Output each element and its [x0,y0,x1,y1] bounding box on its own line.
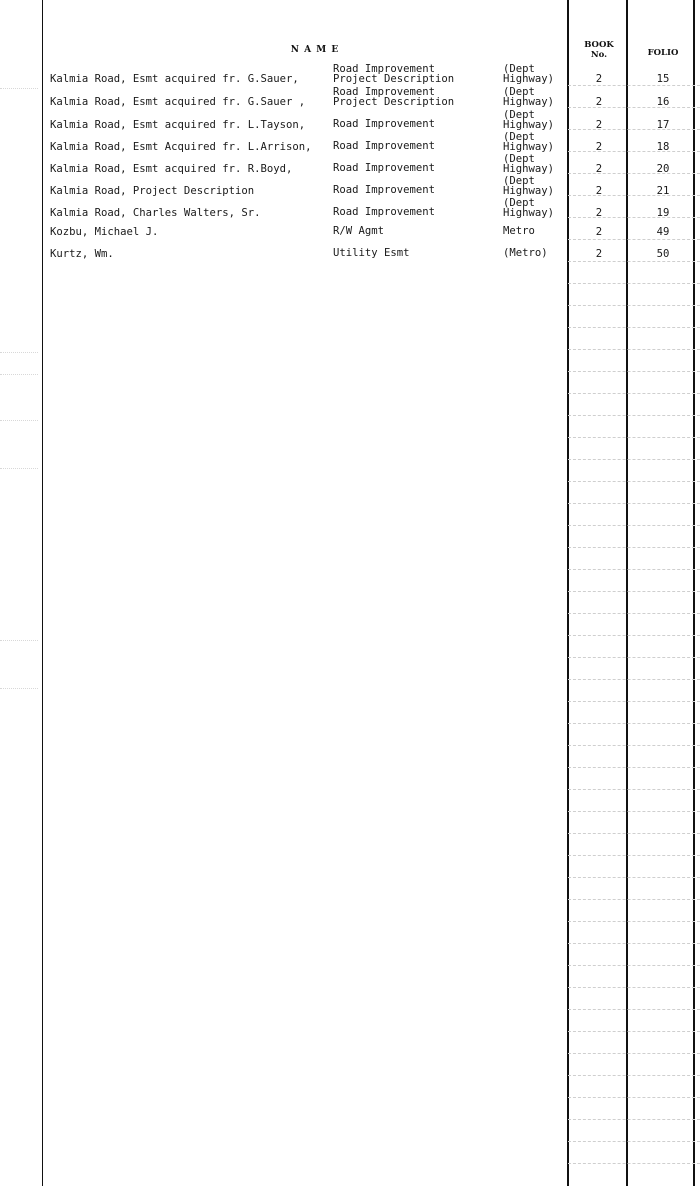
entry-description [333,87,454,107]
entry-agency [503,198,554,218]
description-line1: Road Improvement [333,162,436,174]
ruled-line [568,393,700,394]
ruled-line [568,217,700,218]
ruled-line [568,899,700,900]
agency-line2: Highway) [503,163,555,175]
entry-agency [503,176,554,196]
ruled-line [568,1119,700,1120]
ruled-line [568,591,700,592]
ruled-line [568,525,700,526]
book-header-line1: BOOK [584,40,614,50]
ruled-line [568,701,700,702]
agency-line2: Highway) [503,119,555,131]
description-line1: Road Improvement [333,140,436,152]
description-line1: Road Improvement [333,206,436,218]
folio-number: 18 [656,141,670,153]
folio-number: 20 [656,163,670,175]
ruled-line [568,85,700,86]
margin-mark [0,374,38,375]
ruled-line [568,1031,700,1032]
ruled-line [568,283,700,284]
ruled-line [568,129,700,130]
ruled-line [568,1053,700,1054]
agency-line1: (Dept [503,175,535,187]
entry-name: Kalmia Road, Esmt acquired fr. G.Sauer , [50,96,306,108]
ruled-line [568,371,700,372]
entry-name: Kurtz, Wm. [50,248,114,260]
agency-line1: (Metro) [503,247,548,259]
ruled-line [568,965,700,966]
table-row [0,64,700,86]
agency-line2: Highway) [503,96,555,108]
table-row [0,224,700,246]
agency-line2: Highway) [503,207,555,219]
margin-mark [0,352,38,353]
book-number: 2 [595,185,603,197]
entry-name: Kozbu, Michael J. [50,226,159,238]
entry-description [333,119,435,129]
ruled-line [568,679,700,680]
entry-name: Kalmia Road, Esmt acquired fr. G.Sauer, [50,73,299,85]
description-line2: Project Description [333,96,455,108]
book-column-header [572,40,626,60]
ruled-line [568,195,700,196]
ruled-line [568,481,700,482]
agency-line2: Highway) [503,73,555,85]
entry-description [333,141,435,151]
ruled-line [568,1097,700,1098]
ruled-line [568,877,700,878]
ruled-line [568,261,700,262]
folio-number: 49 [656,226,670,238]
description-line1: Road Improvement [333,184,436,196]
book-number: 2 [595,119,603,131]
entry-agency [503,64,554,84]
book-number: 2 [595,207,603,219]
ruled-line [568,943,700,944]
entry-agency [503,132,554,152]
entry-description [333,185,435,195]
entry-description [333,248,410,258]
description-line1: Road Improvement [333,86,436,98]
ruled-line [568,855,700,856]
ruled-line [568,349,700,350]
book-number: 2 [595,163,603,175]
agency-line2: Highway) [503,141,555,153]
ruled-line [568,239,700,240]
ruled-line [568,745,700,746]
ruled-line [568,305,700,306]
ruled-line [568,1009,700,1010]
ruled-line [568,613,700,614]
description-line1: R/W Agmt [333,225,385,237]
ruled-line [568,107,700,108]
entry-agency [503,226,535,236]
margin-mark [0,468,38,469]
ruled-line [568,635,700,636]
entry-name: Kalmia Road, Charles Walters, Sr. [50,207,261,219]
table-row [0,87,700,109]
ruled-line [568,987,700,988]
description-line1: Road Improvement [333,63,436,75]
entry-description [333,163,435,173]
agency-line1: (Dept [503,197,535,209]
margin-mark [0,688,38,689]
ruled-line [568,151,700,152]
ruled-line [568,437,700,438]
ruled-line [568,921,700,922]
ruled-line [568,569,700,570]
ruled-line [568,723,700,724]
entry-name: Kalmia Road, Esmt acquired fr. L.Tayson, [50,119,306,131]
ruled-line [568,789,700,790]
entry-agency [503,248,548,258]
agency-line1: (Dept [503,153,535,165]
folio-number: 50 [656,248,670,260]
entry-name: Kalmia Road, Esmt acquired fr. R.Boyd, [50,163,293,175]
margin-mark [0,88,38,89]
ruled-line [568,1163,700,1164]
description-line1: Utility Esmt [333,247,410,259]
ruled-line [568,833,700,834]
ruled-line [568,503,700,504]
book-number: 2 [595,96,603,108]
margin-mark [0,640,38,641]
folio-column-header: FOLIO [647,48,679,58]
ruled-line [568,173,700,174]
ruled-line [568,1075,700,1076]
entry-name: Kalmia Road, Project Description [50,185,255,197]
agency-line1: (Dept [503,131,535,143]
folio-number: 21 [656,185,670,197]
name-column-header: N A M E [290,45,340,55]
agency-line2: Highway) [503,185,555,197]
entry-agency [503,87,554,107]
ruled-line [568,811,700,812]
ruled-line [568,327,700,328]
folio-number: 17 [656,119,670,131]
book-number: 2 [595,141,603,153]
description-line1: Road Improvement [333,118,436,130]
description-line2: Project Description [333,73,455,85]
folio-number: 16 [656,96,670,108]
agency-line1: (Dept [503,86,535,98]
book-number: 2 [595,248,603,260]
agency-line1: (Dept [503,109,535,121]
ruled-line [568,657,700,658]
folio-number: 19 [656,207,670,219]
entry-description [333,64,454,84]
table-row [0,246,700,268]
entry-description [333,226,384,236]
ruled-line [568,547,700,548]
book-header-line2: No. [590,50,608,60]
entry-description [333,207,435,217]
agency-line1: Metro [503,225,535,237]
folio-number: 15 [656,73,670,85]
agency-line1: (Dept [503,63,535,75]
book-number: 2 [595,226,603,238]
ruled-line [568,767,700,768]
entry-name: Kalmia Road, Esmt Acquired fr. L.Arrison, [50,141,312,153]
margin-mark [0,420,38,421]
ruled-line [568,459,700,460]
entry-agency [503,154,554,174]
ruled-line [568,1141,700,1142]
book-number: 2 [595,73,603,85]
entry-agency [503,110,554,130]
ruled-line [568,415,700,416]
